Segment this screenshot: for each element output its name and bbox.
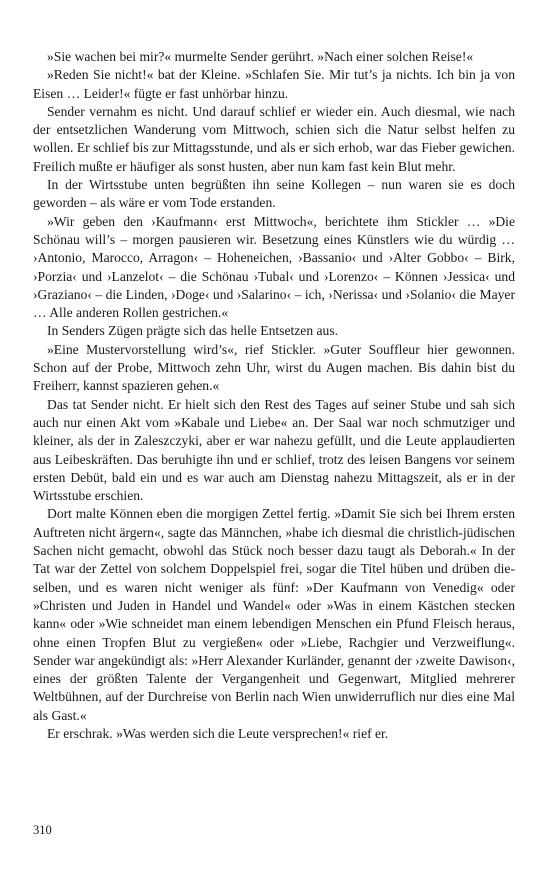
- body-text: [33, 48, 515, 743]
- paragraph-5: »Wir geben den ›Kaufmann‹ erst Mittwoch«, berichtete ihm Stickler … »Die Schönau will’s – morgen pausieren wir. Besetzung eines Künstlers wie du würdig … ›Antonio, Marocco, Arragon‹ – Hoheneichen, ›Bassanio‹ und ›Alter Gobbo‹ – Birk, ›Porzia‹ und ›Lanzelot‹ – die Schönau ›Tubal‹ und ›Lorenzo‹ – Können ›Jessica‹ und ›Graziano‹ – die Linden, ›Doge‹ und ›Salarino‹ – ich, ›Nerissa‹ und ›Solanio‹ die Mayer … Alle anderen Rollen gestrichen.«: [33, 213, 515, 321]
- paragraph-2: »Reden Sie nicht!« bat der Kleine. »Schlafen Sie. Mir tut’s ja nichts. Ich bin ja von Eisen … Leider!« fügte er fast unhörbar hinzu.: [33, 67, 515, 101]
- paragraph-1: »Sie wachen bei mir?« murmelte Sender gerührt. »Nach einer solchen Reise!«: [47, 49, 474, 64]
- page-number: 310: [33, 823, 52, 837]
- paragraph-4: In der Wirtsstube unten begrüßten ihn seine Kollegen – nun waren sie es doch geworden – als wäre er vom Tode erstanden.: [33, 177, 515, 211]
- paragraph-9: Dort malte Können eben die morgigen Zettel fertig. »Damit Sie sich bei Ihrem ersten Auftreten nicht ärgern«, sagte das Männchen, »habe ich diesmal die christlich-jüdischen Sachen nicht gemacht, obwohl das Stück noch besser dazu taugt als Deborah.« In der Tat war der Zettel von solchem Doppelspiel frei, sogar die Titel hüben und drüben dieselben, und es waren nicht weniger als fünf: »Der Kaufmann von Venedig« oder »Christen und Juden in Handel und Wandel« oder »Was in einem Kästchen stecken kann« oder »Wie schneidet man einem lebendigen Menschen ein Pfund Fleisch heraus, ohne einen Tropfen Blut zu vergießen« oder »Liebe, Rachgier und Verzweiflung«. Sender war angekündigt als: »Herr Alexander Kurländer, genannt der ›zweite Dawison‹, eines der größten Talente der Vergangenheit und Gegenwart, Mitglied mehrerer Weltbühnen, auf der Durchreise von Berlin nach Wien unwiderruflich nur dies eine Mal als Gast.«: [33, 506, 515, 723]
- paragraph-3: Sender vernahm es nicht. Und darauf schlief er wieder ein. Auch diesmal, wie nach der entsetzlichen Wanderung vom Mittwoch, schien sich die Natur selbst helfen zu wollen. Er schlief bis zur Mittagsstunde, und als er sich erhob, war das Fieber gewichen. Freilich mußte er häufiger als sonst husten, aber nun kam fast kein Blut mehr.: [33, 103, 515, 174]
- paragraph-10: Er erschrak. »Was werden sich die Leute versprechen!« rief er.: [47, 725, 389, 741]
- paragraph-8: Das tat Sender nicht. Er hielt sich den Rest des Tages auf seiner Stube und sah sich auch nur einen Akt vom »Kabale und Liebe« an. Der Saal war noch schmutziger und kleiner, als der in Zaleszczyki, aber er war nahezu gefüllt, und die Leute applaudierten aus Leibeskräften. Das beruhigte ihn und er schlief, trotz des leisen Bangens vor seinem ersten Debüt, bald ein und es war auch am Dienstag nahezu Mittagszeit, als er in der Wirtsstube erschien.: [33, 396, 515, 504]
- paragraph-6: In Senders Zügen prägte sich das helle Entsetzen aus.: [47, 323, 339, 339]
- paragraph-7: »Eine Mustervorstellung wird’s«, rief Stickler. »Guter Souffleur hier gewonnen. Schon auf der Probe, Mittwoch zehn Uhr, wirst du Augen machen. Bis dahin bist du Freiherr, kannst spazieren gehen.«: [33, 341, 515, 394]
